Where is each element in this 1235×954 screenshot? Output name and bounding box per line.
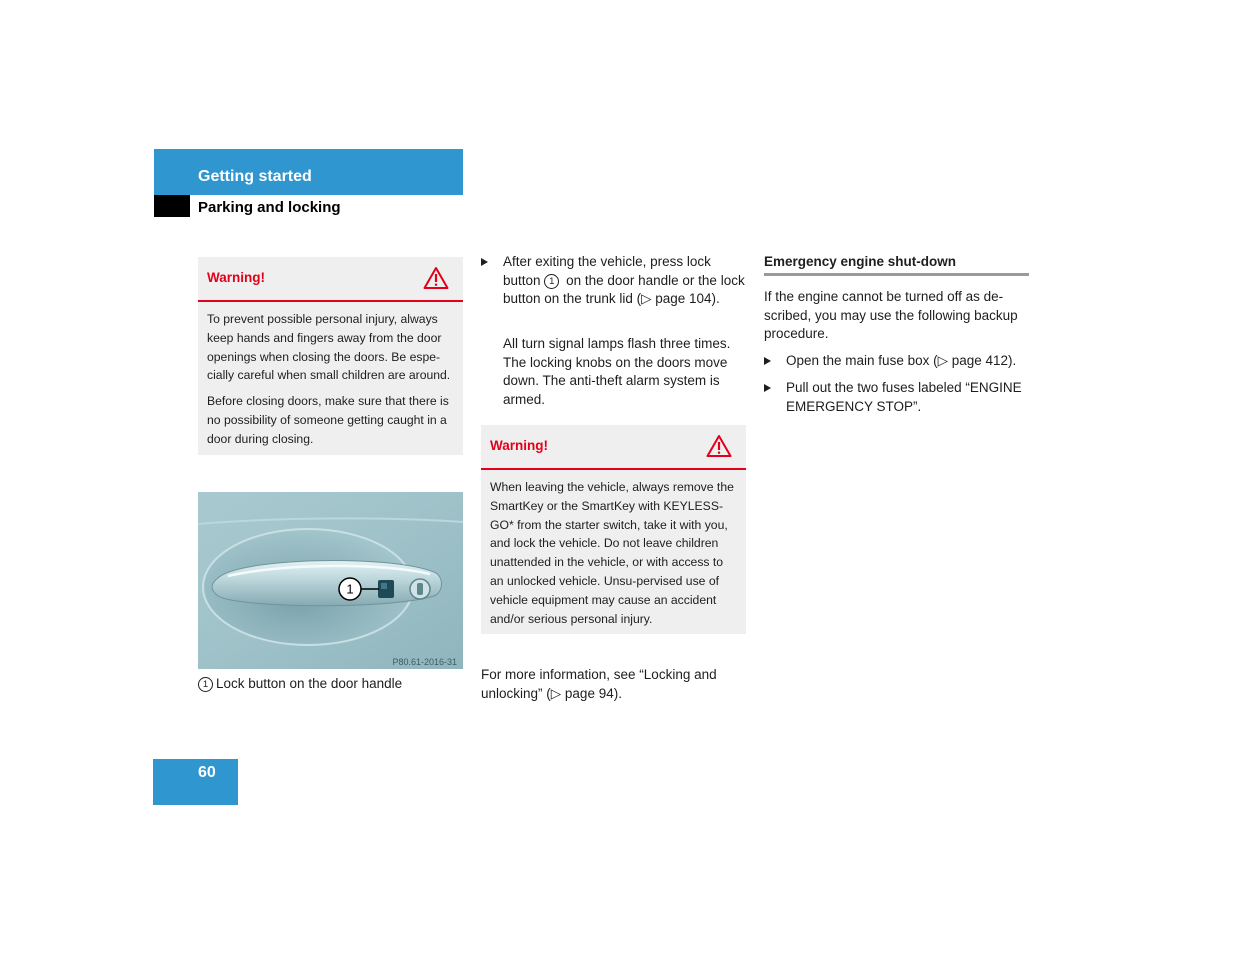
figure-code: P80.61-2016-31	[392, 657, 457, 667]
bullet-arrow-icon	[481, 258, 488, 266]
section-title: Getting started	[198, 168, 312, 185]
warning-label: Warning!	[207, 270, 265, 285]
step-result: All turn signal lamps flash three times. The locking knobs on the doors move down. The anti-theft alarm system is armed.	[503, 336, 731, 408]
subsection-title: Parking and locking	[198, 199, 341, 216]
bullet-arrow-icon	[764, 384, 771, 392]
warning-body	[198, 302, 463, 455]
warning-label: Warning!	[490, 438, 548, 453]
caption-number: 1	[198, 677, 213, 692]
warning-header	[198, 257, 463, 302]
step-text-2: on the door handle or the lock button on the trunk lid (▷ page 104).	[503, 272, 745, 307]
warning-paragraph: To prevent possible personal injury, always keep hands and fingers away from the door openings when closing the doors. Be espe-cially careful when small children are around.	[207, 312, 451, 383]
section-heading: Emergency engine shut-down	[764, 254, 957, 269]
warning-triangle-icon	[423, 266, 449, 290]
caption-text: Lock button on the door handle	[216, 676, 403, 691]
door-handle-photo	[198, 492, 463, 669]
warning-box-children	[481, 425, 746, 634]
figure-caption	[198, 675, 402, 693]
warning-header	[481, 425, 746, 470]
bullet-arrow-icon	[764, 357, 771, 365]
intro-paragraph: If the engine cannot be turned off as de-scribed, you may use the following backup procedure.	[764, 289, 1018, 342]
step-number: 1	[544, 274, 559, 289]
subsection-marker	[154, 195, 190, 217]
instruction-step	[786, 352, 1036, 371]
step-text: Open the main fuse box (▷ page 412).	[786, 353, 1017, 368]
more-info-text: For more information, see “Locking and unlocking” (▷ page 94).	[481, 667, 717, 701]
instruction-step	[786, 379, 1036, 416]
warning-box-doors	[198, 257, 463, 455]
instruction-step	[503, 253, 751, 309]
step-text-1: After exiting the vehicle, press lock button	[503, 254, 711, 288]
page-number-bar	[153, 759, 238, 805]
warning-body	[481, 470, 746, 634]
warning-triangle-icon	[706, 434, 732, 458]
warning-paragraph: When leaving the vehicle, always remove the SmartKey or the SmartKey with KEYLESS-GO* from the starter switch, take it with you, and lock the vehicle. Do not leave children unattended in the vehicle, or with access to an unlocked vehicle. Unsu-pervised use of vehicle equipment may cause an accident and/or serious personal injury.	[490, 480, 734, 626]
step-text: Pull out the two fuses labeled “ENGINE EMERGENCY STOP”.	[786, 380, 1022, 414]
warning-paragraph: Before closing doors, make sure that there is no possibility of someone getting caught in a door during closing.	[207, 394, 449, 446]
page-number: 60	[198, 764, 216, 781]
callout-number: 1	[346, 581, 354, 597]
heading-rule	[764, 273, 1029, 276]
